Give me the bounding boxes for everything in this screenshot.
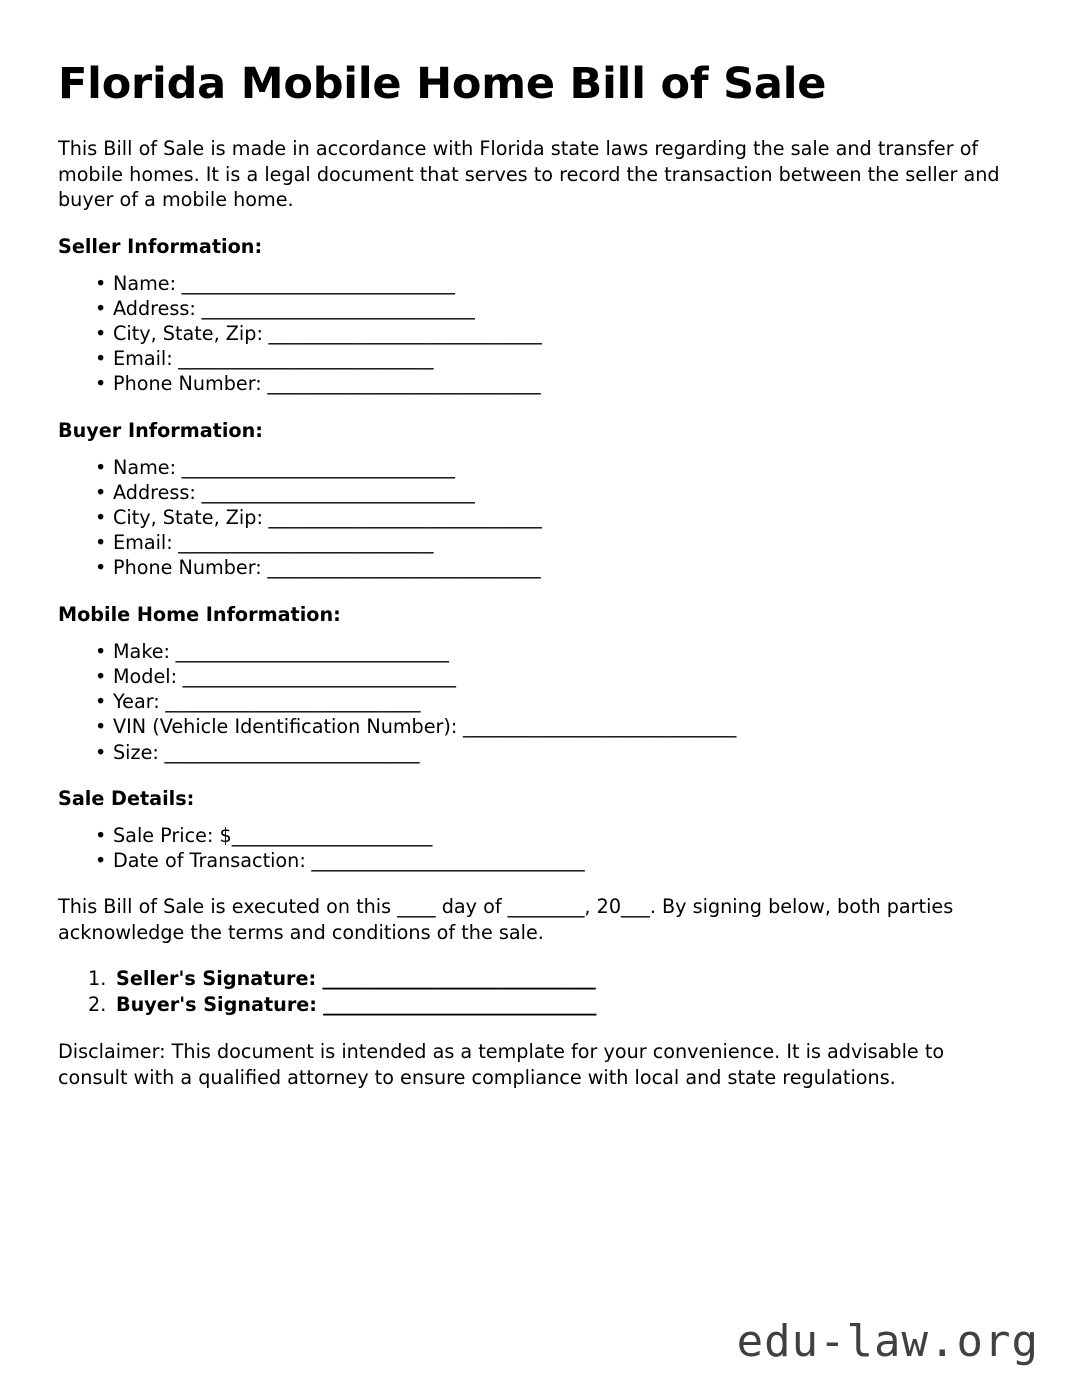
field-blank[interactable]: ______________________________ [457, 715, 736, 739]
field-label: Email: [113, 347, 173, 371]
field-label: Email: [113, 531, 173, 555]
buyer-field-email [58, 530, 1010, 555]
seller-field-address [58, 296, 1010, 321]
sale-details-field-sale-price [58, 823, 1010, 848]
seller-field-name [58, 271, 1010, 296]
signature-list [58, 966, 1010, 1017]
signature-line-buyer [58, 992, 1010, 1018]
field-blank[interactable]: ____________________________ [158, 740, 420, 764]
buyer-field-address [58, 480, 1010, 505]
disclaimer-paragraph: Disclaimer: This document is intended as a template for your convenience. It is advisable to consult with a qualified attorney to ensure compliance with local and state regulations. [58, 1040, 945, 1089]
buyer-information-heading: Buyer Information: [58, 418, 263, 442]
page-title: Florida Mobile Home Bill of Sale [58, 59, 827, 109]
field-blank[interactable]: ____________________________ [172, 347, 433, 371]
buyer-field-city-state-zip [58, 505, 1010, 530]
field-blank[interactable]: ______________________________ [177, 664, 456, 688]
field-blank[interactable]: ____________________________ [172, 531, 433, 555]
field-blank[interactable]: ______________________________ [261, 372, 541, 396]
field-blank[interactable]: ______________________________ [170, 639, 449, 663]
field-label: Year: [113, 690, 160, 714]
field-label: Name: [113, 271, 177, 295]
field-blank[interactable]: ______________________________ [262, 322, 542, 346]
field-label: VIN (Vehicle Identification Number): [113, 715, 458, 739]
sale-details-field-list [58, 823, 1010, 873]
field-label: Date of Transaction: [113, 848, 306, 872]
field-label: Sale Price: $ [113, 823, 232, 847]
seller-field-list [58, 271, 1010, 397]
buyer-field-name [58, 455, 1010, 480]
field-blank[interactable]: ______________________________ [305, 848, 585, 872]
intro-paragraph: This Bill of Sale is made in accordance with Florida state laws regarding the sale and transfer of mobile homes. It is a legal document that serves to record the transaction between the seller and buyer of a mobile home. [58, 137, 1000, 212]
mobile-home-field-list [58, 639, 1010, 765]
field-blank[interactable]: ______________________________ [176, 455, 455, 479]
sale-details-heading: Sale Details: [58, 786, 195, 810]
field-label: Model: [113, 664, 178, 688]
mobile-home-field-make [58, 639, 1010, 664]
field-label: City, State, Zip: [113, 322, 263, 346]
seller-field-phone-number [58, 371, 1010, 396]
signature-label: Seller's Signature: [116, 967, 317, 991]
sale-details-field-date-of-transaction [58, 848, 1010, 873]
seller-field-email [58, 346, 1010, 371]
field-blank[interactable]: ______________________________ [195, 480, 475, 504]
field-blank[interactable]: ______________________________ [176, 271, 455, 295]
field-label: Name: [113, 455, 177, 479]
signature-line-seller [58, 966, 1010, 992]
field-label: Address: [113, 296, 196, 320]
site-watermark: edu-law.org [736, 1316, 1039, 1367]
field-label: Make: [113, 639, 171, 663]
mobile-home-field-size [58, 740, 1010, 765]
buyer-field-phone-number [58, 555, 1010, 580]
field-blank[interactable]: ______________________________ [262, 506, 542, 530]
field-label: Phone Number: [113, 372, 262, 396]
field-blank[interactable]: ____________________________ [159, 690, 420, 714]
mobile-home-field-model [58, 664, 1010, 689]
field-label: Phone Number: [113, 556, 262, 580]
signature-blank[interactable]: ______________________________ [316, 992, 596, 1016]
mobile-home-field-year [58, 689, 1010, 714]
execution-paragraph: This Bill of Sale is executed on this ____ day of ________, 20___. By signing below, both parties acknowledge the terms and conditions of the sale. [58, 895, 954, 944]
field-label: Size: [113, 740, 159, 764]
seller-information-heading: Seller Information: [58, 234, 263, 258]
mobile-home-field-vin [58, 714, 1010, 739]
field-label: Address: [113, 480, 196, 504]
signature-label: Buyer's Signature: [116, 992, 317, 1016]
field-blank[interactable]: ______________________ [231, 823, 432, 847]
buyer-field-list [58, 455, 1010, 581]
field-blank[interactable]: ______________________________ [261, 556, 541, 580]
mobile-home-information-heading: Mobile Home Information: [58, 602, 341, 626]
field-blank[interactable]: ______________________________ [195, 296, 475, 320]
seller-field-city-state-zip [58, 321, 1010, 346]
signature-blank[interactable]: ______________________________ [316, 967, 596, 991]
field-label: City, State, Zip: [113, 506, 263, 530]
